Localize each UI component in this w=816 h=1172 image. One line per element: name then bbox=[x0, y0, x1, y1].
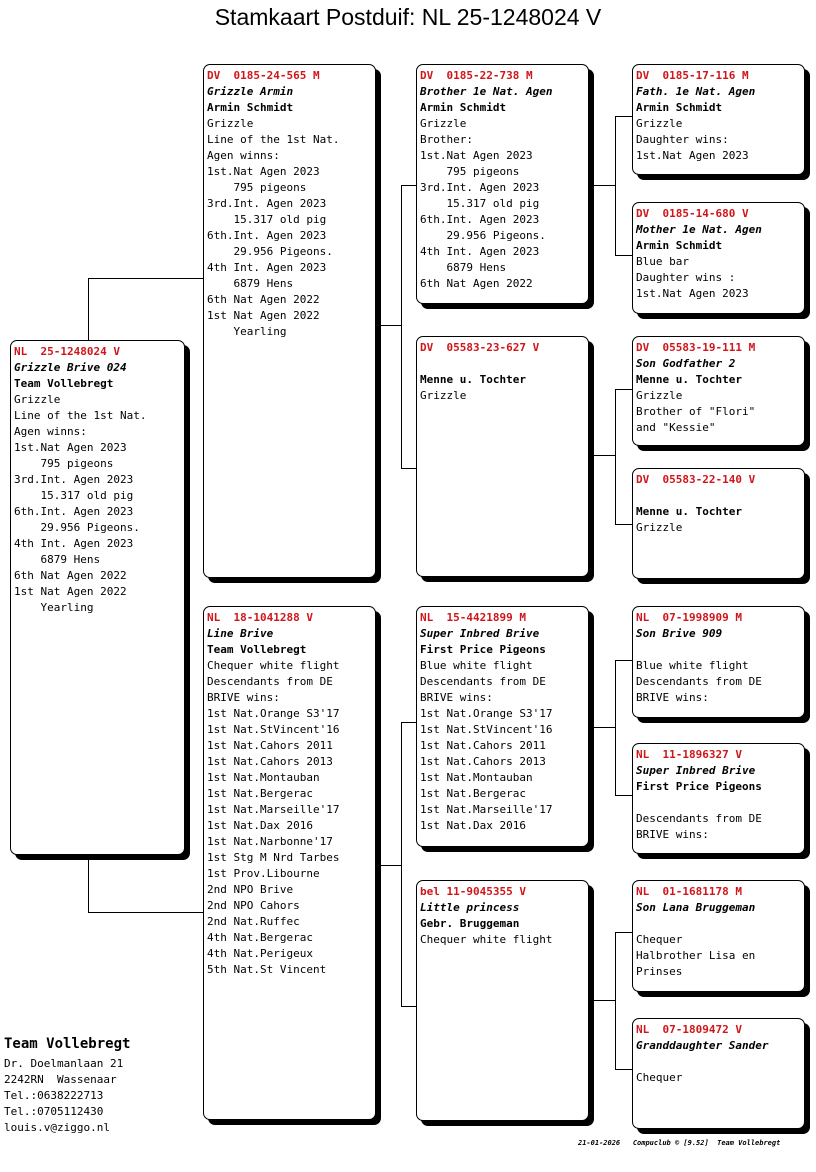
info-line: 1st Nat.Narbonne'17 bbox=[207, 835, 333, 848]
owner-name: Menne u. Tochter bbox=[420, 373, 526, 386]
ring-number: DV 0185-22-738 M bbox=[420, 69, 533, 82]
pigeon-card-mother-father bbox=[416, 606, 589, 847]
info-line: Grizzle bbox=[14, 393, 61, 406]
connector bbox=[401, 185, 417, 186]
info-line: Grizzle bbox=[636, 389, 683, 402]
pigeon-name: Son Lana Bruggeman bbox=[636, 901, 756, 914]
owner-name: First Price Pigeons bbox=[636, 780, 762, 793]
info-line: 6th.Int. Agen 2023 bbox=[420, 213, 540, 226]
info-line: BRIVE wins: bbox=[420, 691, 493, 704]
breeder-city: 2242RN Wassenaar bbox=[4, 1073, 117, 1086]
info-line: 3rd.Int. Agen 2023 bbox=[420, 181, 540, 194]
info-line: and "Kessie" bbox=[636, 421, 716, 434]
breeder-info bbox=[4, 1034, 130, 1136]
info-line: 15.317 old pig bbox=[14, 489, 134, 502]
ring-number: bel 11-9045355 V bbox=[420, 885, 526, 898]
ring-number: NL 11-1896327 V bbox=[636, 748, 742, 761]
info-line: Blue bar bbox=[636, 255, 689, 268]
owner-name: First Price Pigeons bbox=[420, 643, 546, 656]
pigeon-name: Little princess bbox=[420, 901, 520, 914]
owner-name: Armin Schmidt bbox=[636, 101, 723, 114]
info-line: 1st Nat.Bergerac bbox=[420, 787, 526, 800]
info-line: 1st.Nat Agen 2023 bbox=[14, 441, 127, 454]
info-line: 4th Int. Agen 2023 bbox=[420, 245, 540, 258]
connector bbox=[401, 722, 402, 1006]
ring-number: DV 0185-14-680 V bbox=[636, 207, 749, 220]
footer-owner: Team Vollebregt bbox=[717, 1139, 781, 1147]
pigeon-card-subject bbox=[10, 340, 185, 855]
info-line: 1st Nat.Marseille'17 bbox=[420, 803, 553, 816]
info-line: 1st Nat.Bergerac bbox=[207, 787, 313, 800]
info-line: 1st Stg M Nrd Tarbes bbox=[207, 851, 340, 864]
info-line: Chequer bbox=[636, 933, 683, 946]
info-line: BRIVE wins: bbox=[207, 691, 280, 704]
info-line: Yearling bbox=[14, 601, 94, 614]
info-line: 29.956 Pigeons. bbox=[420, 229, 546, 242]
info-line: Grizzle bbox=[636, 521, 683, 534]
info-line: Prinses bbox=[636, 965, 683, 978]
info-line: Descendants from DE bbox=[636, 675, 762, 688]
info-line: 6th.Int. Agen 2023 bbox=[207, 229, 327, 242]
owner-name: Team Vollebregt bbox=[14, 377, 114, 390]
info-line: 6879 Hens bbox=[207, 277, 294, 290]
info-line: 6th Nat Agen 2022 bbox=[420, 277, 533, 290]
info-line: 6th Nat Agen 2022 bbox=[207, 293, 320, 306]
connector bbox=[615, 389, 616, 524]
breeder-email: louis.v@ziggo.nl bbox=[4, 1121, 110, 1134]
owner-name bbox=[636, 916, 804, 932]
info-line: 1st.Nat Agen 2023 bbox=[636, 149, 749, 162]
ring-number: NL 01-1681178 M bbox=[636, 885, 742, 898]
footer-date: 21-01-2026 bbox=[578, 1139, 621, 1147]
owner-name bbox=[636, 1054, 804, 1070]
owner-name: Team Vollebregt bbox=[207, 643, 307, 656]
info-line: 15.317 old pig bbox=[420, 197, 540, 210]
info-line: 1st Nat.StVincent'16 bbox=[207, 723, 340, 736]
info-line: Chequer white flight bbox=[420, 933, 553, 946]
info-line: 4th Nat.Bergerac bbox=[207, 931, 313, 944]
info-line: 4th Nat.Perigeux bbox=[207, 947, 313, 960]
ring-number: NL 15-4421899 M bbox=[420, 611, 526, 624]
connector bbox=[615, 524, 632, 525]
pigeon-card-mmm bbox=[632, 1018, 805, 1129]
info-line: 795 pigeons bbox=[420, 165, 520, 178]
owner-name: Armin Schmidt bbox=[636, 239, 723, 252]
pigeon-name: Mother 1e Nat. Agen bbox=[636, 223, 762, 236]
info-line: Grizzle bbox=[636, 117, 683, 130]
pigeon-card-ffm bbox=[632, 202, 805, 314]
info-line: 1st Nat.Orange S3'17 bbox=[207, 707, 340, 720]
info-line: 6th Nat Agen 2022 bbox=[14, 569, 127, 582]
info-line: 795 pigeons bbox=[207, 181, 307, 194]
info-line: 2nd Nat.Ruffec bbox=[207, 915, 300, 928]
info-line: Descendants from DE bbox=[420, 675, 546, 688]
info-line: Descendants from DE bbox=[207, 675, 333, 688]
pigeon-name: Super Inbred Brive bbox=[420, 627, 540, 640]
footer-software: Compuclub © [9.52] bbox=[632, 1139, 709, 1147]
pigeon-card-fff bbox=[632, 64, 805, 175]
info-line: 1st Nat Agen 2022 bbox=[14, 585, 127, 598]
ring-number: DV 0185-17-116 M bbox=[636, 69, 749, 82]
owner-name: Armin Schmidt bbox=[207, 101, 294, 114]
pigeon-name bbox=[636, 488, 804, 504]
info-line: Blue white flight bbox=[636, 659, 749, 672]
info-line: Line of the 1st Nat. bbox=[207, 133, 340, 146]
pigeon-card-mff bbox=[632, 606, 805, 718]
info-line: 1st.Nat Agen 2023 bbox=[636, 287, 749, 300]
connector bbox=[615, 116, 632, 117]
info-line: 1st Nat.StVincent'16 bbox=[420, 723, 553, 736]
connector bbox=[615, 660, 616, 795]
pigeon-name: Line Brive bbox=[207, 627, 274, 640]
info-line: 6th.Int. Agen 2023 bbox=[14, 505, 134, 518]
info-line: 5th Nat.St Vincent bbox=[207, 963, 327, 976]
info-line: 29.956 Pigeons. bbox=[14, 521, 140, 534]
info-line: Brother: bbox=[420, 133, 473, 146]
info-line: Grizzle bbox=[207, 117, 254, 130]
pigeon-name: Fath. 1e Nat. Agen bbox=[636, 85, 756, 98]
page-title: Stamkaart Postduif: NL 25-1248024 V bbox=[214, 4, 602, 30]
footer bbox=[578, 1139, 780, 1147]
connector bbox=[589, 1000, 616, 1001]
ring-number: NL 07-1998909 M bbox=[636, 611, 742, 624]
pigeon-name bbox=[420, 356, 588, 372]
pigeon-name: Brother 1e Nat. Agen bbox=[420, 85, 553, 98]
info-line bbox=[636, 795, 804, 811]
info-line: 1st.Nat Agen 2023 bbox=[420, 149, 533, 162]
connector bbox=[615, 389, 632, 390]
pigeon-name: Son Brive 909 bbox=[636, 627, 723, 640]
info-line: Chequer white flight bbox=[207, 659, 340, 672]
connector bbox=[88, 278, 204, 279]
pigeon-card-mmf bbox=[632, 880, 805, 992]
connector bbox=[401, 185, 402, 468]
info-line: 1st Nat Agen 2022 bbox=[207, 309, 320, 322]
connector bbox=[401, 1006, 417, 1007]
info-line: 29.956 Pigeons. bbox=[207, 245, 333, 258]
owner-name: Armin Schmidt bbox=[420, 101, 507, 114]
info-line: 1st Nat.Montauban bbox=[420, 771, 533, 784]
info-line: Line of the 1st Nat. bbox=[14, 409, 147, 422]
pigeon-card-fmf bbox=[632, 336, 805, 446]
connector bbox=[401, 468, 417, 469]
info-line: 6879 Hens bbox=[420, 261, 507, 274]
info-line: Yearling bbox=[207, 325, 287, 338]
info-line: 1st Nat.Cahors 2013 bbox=[420, 755, 546, 768]
connector bbox=[88, 856, 89, 912]
ring-number: DV 05583-22-140 V bbox=[636, 473, 756, 486]
info-line: 1st Nat.Cahors 2011 bbox=[207, 739, 333, 752]
connector bbox=[88, 912, 204, 913]
pigeon-card-mother-mother bbox=[416, 880, 589, 1121]
pigeon-name: Grizzle Brive 024 bbox=[14, 361, 127, 374]
pigeon-name: Grizzle Armin bbox=[207, 85, 294, 98]
breeder-phone-1: Tel.:0638222713 bbox=[4, 1089, 104, 1102]
info-line: 6879 Hens bbox=[14, 553, 101, 566]
info-line: 1st.Nat Agen 2023 bbox=[207, 165, 320, 178]
info-line: 1st Nat.Dax 2016 bbox=[207, 819, 313, 832]
connector bbox=[615, 932, 616, 1069]
pigeon-name: Super Inbred Brive bbox=[636, 764, 756, 777]
connector bbox=[589, 185, 616, 186]
info-line: 1st Nat.Cahors 2013 bbox=[207, 755, 333, 768]
info-line: Brother of "Flori" bbox=[636, 405, 756, 418]
info-line: 4th Int. Agen 2023 bbox=[14, 537, 134, 550]
pigeon-card-father-mother bbox=[416, 336, 589, 577]
owner-name bbox=[636, 642, 804, 658]
connector bbox=[615, 932, 632, 933]
connector bbox=[401, 722, 417, 723]
connector bbox=[615, 795, 632, 796]
info-line: 1st Nat.Dax 2016 bbox=[420, 819, 526, 832]
pigeon-card-fmm bbox=[632, 468, 805, 579]
info-line: Daughter wins: bbox=[636, 133, 729, 146]
info-line: 15.317 old pig bbox=[207, 213, 327, 226]
info-line: 3rd.Int. Agen 2023 bbox=[14, 473, 134, 486]
info-line: Grizzle bbox=[420, 117, 467, 130]
pigeon-name: Granddaughter Sander bbox=[636, 1039, 769, 1052]
connector bbox=[589, 455, 616, 456]
ring-number: DV 05583-19-111 M bbox=[636, 341, 756, 354]
connector bbox=[615, 660, 632, 661]
connector bbox=[615, 116, 616, 255]
info-line: 1st Nat.Orange S3'17 bbox=[420, 707, 553, 720]
pigeon-card-mother bbox=[203, 606, 376, 1120]
info-line: 3rd.Int. Agen 2023 bbox=[207, 197, 327, 210]
connector bbox=[376, 325, 402, 326]
owner-name: Menne u. Tochter bbox=[636, 373, 742, 386]
info-line: BRIVE wins: bbox=[636, 691, 709, 704]
info-line: Grizzle bbox=[420, 389, 467, 402]
info-line: 1st Nat.Cahors 2011 bbox=[420, 739, 546, 752]
info-line: Blue white flight bbox=[420, 659, 533, 672]
info-line: Agen winns: bbox=[207, 149, 280, 162]
pigeon-card-father-father bbox=[416, 64, 589, 304]
owner-name: Menne u. Tochter bbox=[636, 505, 742, 518]
pigeon-card-mfm bbox=[632, 743, 805, 854]
owner-name: Gebr. Bruggeman bbox=[420, 917, 520, 930]
connector bbox=[589, 727, 616, 728]
ring-number: NL 18-1041288 V bbox=[207, 611, 313, 624]
info-line: 1st Prov.Libourne bbox=[207, 867, 320, 880]
connector bbox=[88, 278, 89, 340]
info-line: Chequer bbox=[636, 1071, 683, 1084]
connector bbox=[615, 255, 632, 256]
info-line: 795 pigeons bbox=[14, 457, 114, 470]
ring-number: DV 0185-24-565 M bbox=[207, 69, 320, 82]
info-line: 1st Nat.Montauban bbox=[207, 771, 320, 784]
info-line: BRIVE wins: bbox=[636, 828, 709, 841]
pigeon-name: Son Godfather 2 bbox=[636, 357, 736, 370]
info-line: 1st Nat.Marseille'17 bbox=[207, 803, 340, 816]
info-line: Daughter wins : bbox=[636, 271, 736, 284]
pigeon-card-father bbox=[203, 64, 376, 578]
breeder-phone-2: Tel.:0705112430 bbox=[4, 1105, 104, 1118]
ring-number: DV 05583-23-627 V bbox=[420, 341, 540, 354]
connector bbox=[376, 865, 402, 866]
info-line: 2nd NPO Cahors bbox=[207, 899, 300, 912]
ring-number: NL 07-1809472 V bbox=[636, 1023, 742, 1036]
info-line: Agen winns: bbox=[14, 425, 87, 438]
breeder-name: Team Vollebregt bbox=[4, 1036, 131, 1052]
info-line: Halbrother Lisa en bbox=[636, 949, 756, 962]
breeder-address: Dr. Doelmanlaan 21 bbox=[4, 1057, 124, 1070]
info-line: Descendants from DE bbox=[636, 812, 762, 825]
info-line: 2nd NPO Brive bbox=[207, 883, 294, 896]
ring-number: NL 25-1248024 V bbox=[14, 345, 120, 358]
connector bbox=[615, 1069, 632, 1070]
info-line: 4th Int. Agen 2023 bbox=[207, 261, 327, 274]
